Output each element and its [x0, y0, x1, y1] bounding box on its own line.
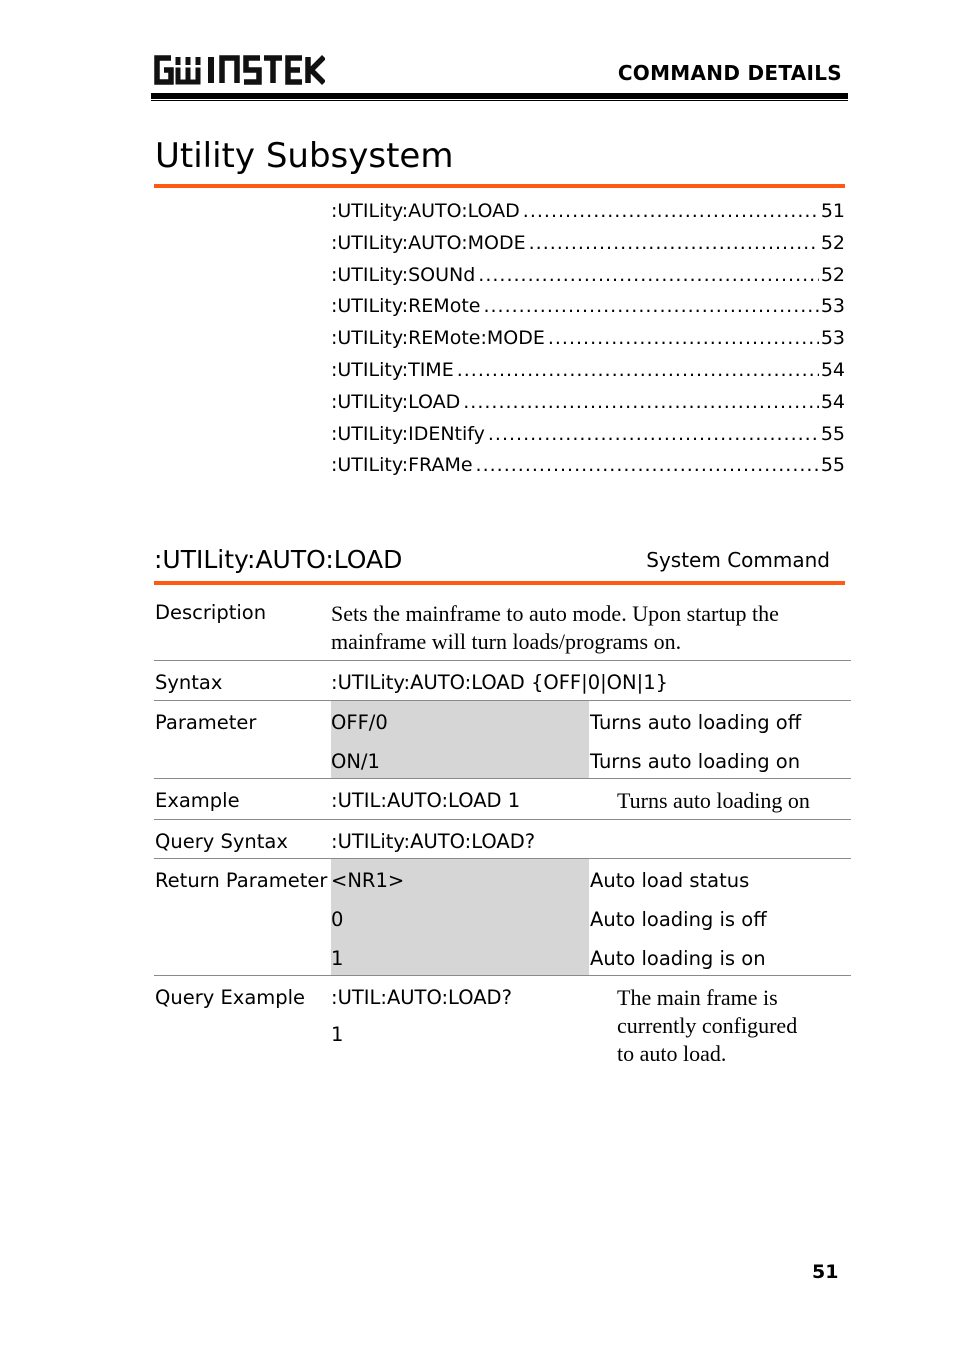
toc-entry-page: 55 — [820, 454, 845, 477]
query-example-line: :UTIL:AUTO:LOAD? — [331, 986, 512, 1009]
return-value: 0 — [331, 908, 344, 931]
page-number: 51 — [812, 1261, 839, 1283]
page-title: Utility Subsystem — [155, 136, 454, 176]
table-of-contents — [331, 200, 845, 486]
description-line: mainframe will turn loads/programs on. — [331, 629, 682, 654]
parameter-value: OFF/0 — [331, 711, 388, 734]
row-divider — [154, 660, 851, 661]
toc-entry-page: 51 — [820, 200, 845, 222]
return-desc: Auto loading is off — [590, 908, 767, 931]
query-syntax-label: Query Syntax — [155, 830, 288, 853]
toc-entry-page: 53 — [820, 295, 845, 318]
query-example-desc: currently configured — [617, 1013, 798, 1038]
toc-entry-page: 54 — [820, 390, 845, 413]
toc-entry[interactable] — [331, 295, 845, 327]
toc-entry-page: 52 — [820, 263, 845, 286]
toc-entry-page: 53 — [820, 327, 845, 350]
toc-entry[interactable] — [331, 423, 845, 455]
toc-entry[interactable] — [331, 391, 845, 423]
return-value: 1 — [331, 947, 344, 970]
toc-leader — [523, 200, 819, 222]
example-label: Example — [155, 789, 240, 812]
row-divider — [154, 700, 851, 701]
toc-entry-title: :UTILity:SOUNd — [331, 263, 476, 286]
toc-entry[interactable] — [331, 359, 845, 391]
toc-leader — [483, 295, 818, 317]
parameter-value: ON/1 — [331, 750, 380, 773]
toc-entry-page: 52 — [820, 231, 845, 254]
gw-instek-logo — [153, 54, 325, 86]
header-rule — [151, 93, 848, 99]
toc-entry[interactable] — [331, 327, 845, 359]
toc-entry-title: :UTILity:IDENtify — [331, 422, 485, 445]
toc-entry[interactable] — [331, 200, 845, 232]
toc-leader — [457, 359, 819, 381]
description-label: Description — [155, 601, 267, 624]
toc-entry-title: :UTILity:REMote — [331, 295, 481, 318]
query-example-label: Query Example — [155, 986, 306, 1009]
return-desc: Auto load status — [590, 869, 750, 892]
toc-leader — [488, 423, 819, 445]
toc-entry-title: :UTILity:LOAD — [331, 390, 461, 413]
query-example-desc: to auto load. — [617, 1041, 727, 1066]
toc-entry-title: :UTILity:REMote:MODE — [331, 327, 545, 350]
query-syntax-value: :UTILity:AUTO:LOAD? — [331, 830, 536, 853]
query-example-line: 1 — [331, 1023, 344, 1046]
toc-entry-page: 54 — [820, 358, 845, 381]
row-divider — [154, 819, 851, 820]
toc-entry-page: 55 — [820, 422, 845, 445]
syntax-label: Syntax — [155, 671, 223, 694]
row-divider — [154, 975, 851, 976]
toc-leader — [548, 327, 819, 349]
command-rule — [154, 581, 845, 585]
toc-entry-title: :UTILity:FRAMe — [331, 454, 473, 477]
toc-leader — [476, 454, 819, 476]
return-parameter-label: Return Parameter — [155, 869, 328, 892]
toc-leader — [529, 232, 819, 254]
command-type: System Command — [646, 548, 830, 572]
example-desc: Turns auto loading on — [617, 788, 810, 813]
toc-entry[interactable] — [331, 232, 845, 264]
query-example-desc: The main frame is — [617, 985, 778, 1010]
parameter-label: Parameter — [155, 711, 257, 734]
toc-entry-title: :UTILity:AUTO:LOAD — [331, 200, 520, 222]
toc-leader — [478, 264, 819, 286]
command-name: :UTILity:AUTO:LOAD — [154, 545, 403, 574]
toc-entry[interactable] — [331, 264, 845, 296]
toc-entry-title: :UTILity:TIME — [331, 358, 454, 381]
row-divider — [154, 858, 851, 859]
toc-entry[interactable] — [331, 454, 845, 486]
row-divider — [154, 778, 851, 779]
parameter-desc: Turns auto loading off — [590, 711, 802, 734]
toc-entry-title: :UTILity:AUTO:MODE — [331, 231, 526, 254]
toc-leader — [463, 391, 819, 413]
syntax-value: :UTILity:AUTO:LOAD {OFF|0|ON|1} — [331, 671, 669, 694]
example-value: :UTIL:AUTO:LOAD 1 — [331, 789, 521, 812]
section-header: COMMAND DETAILS — [617, 61, 842, 85]
parameter-desc: Turns auto loading on — [590, 750, 801, 773]
return-desc: Auto loading is on — [590, 947, 766, 970]
return-value: <NR1> — [331, 869, 405, 892]
description-line: Sets the mainframe to auto mode. Upon startup the — [331, 601, 779, 626]
title-rule — [154, 184, 845, 188]
